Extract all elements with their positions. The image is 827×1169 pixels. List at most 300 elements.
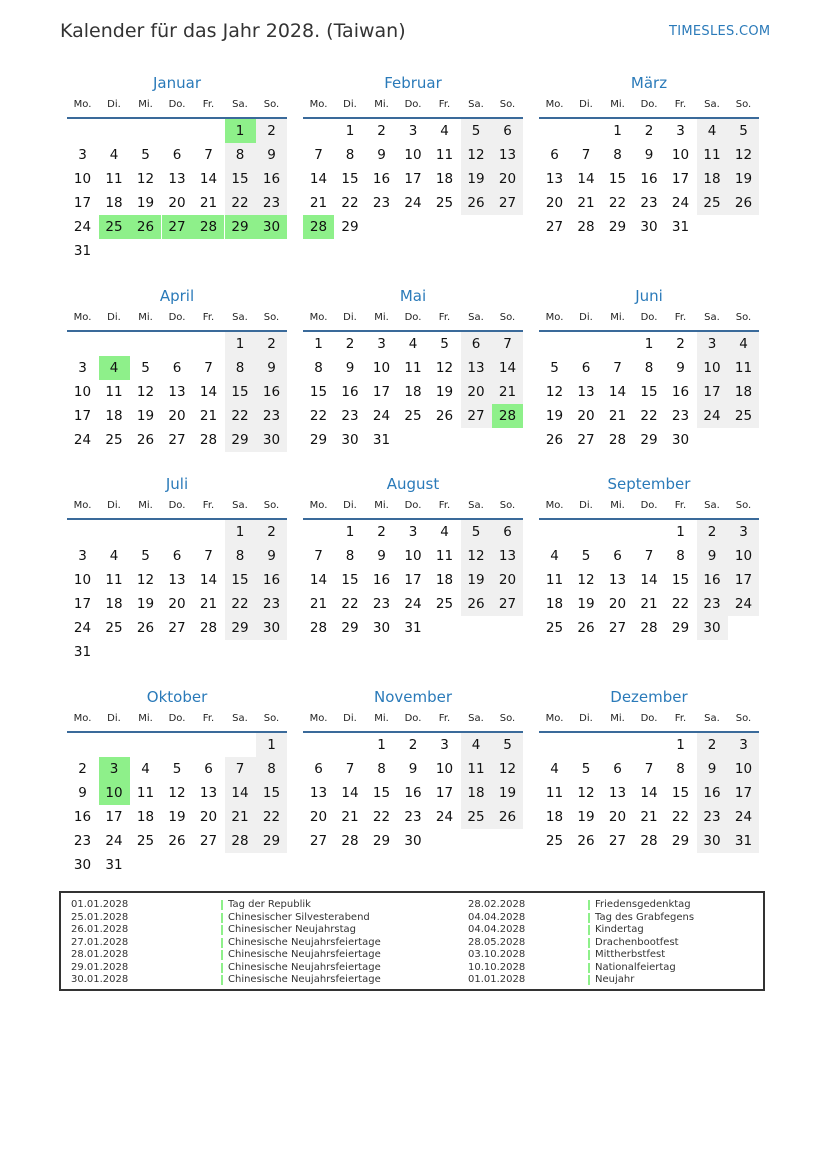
weekday-label: So. <box>263 713 280 724</box>
day-cell: 29 <box>608 219 627 235</box>
day-cell: 30 <box>697 829 728 853</box>
legend-date: 25.01.2028 <box>71 911 129 923</box>
day-cell: 27 <box>168 620 186 636</box>
weekday-label: Fr. <box>202 312 215 323</box>
day-cell: 10 <box>372 360 391 376</box>
day-cell: 29 <box>671 620 690 636</box>
day-cell: 17 <box>671 171 690 187</box>
weekday-label: Mi. <box>138 99 153 110</box>
weekday-label: Fr. <box>438 500 451 511</box>
day-cell: 15 <box>372 785 391 801</box>
day-cell: 30 <box>256 616 287 640</box>
day-cell: 25 <box>435 195 454 211</box>
day-cell: 21 <box>309 596 328 612</box>
day-cell: 13 <box>461 356 492 380</box>
weekday-label: Mi. <box>610 500 625 511</box>
day-cell: 4 <box>550 761 559 777</box>
day-cell: 26 <box>577 620 595 636</box>
day-cell: 5 <box>581 548 591 564</box>
day-cell: 4 <box>109 548 119 564</box>
month-name: Februar <box>384 74 442 92</box>
day-cell: 24 <box>404 596 422 612</box>
day-cell: 13 <box>608 785 627 801</box>
day-cell: 31 <box>372 432 391 448</box>
day-cell: 17 <box>697 380 728 404</box>
weekday-label: Mi. <box>610 312 625 323</box>
day-cell: 9 <box>256 356 287 380</box>
day-cell: 19 <box>136 195 155 211</box>
day-cell: 5 <box>141 147 150 163</box>
day-cell: 5 <box>492 733 523 757</box>
day-cell: 15 <box>225 568 256 592</box>
day-cell: 7 <box>492 332 523 356</box>
legend-date: 26.01.2028 <box>71 924 129 935</box>
day-cell: 8 <box>314 360 323 376</box>
day-cell: 23 <box>404 809 422 825</box>
day-cell: 20 <box>168 195 186 211</box>
day-cell: 29 <box>225 616 256 640</box>
day-cell: 14 <box>492 356 523 380</box>
day-cell: 25 <box>105 620 123 636</box>
day-cell: 8 <box>225 143 256 167</box>
holiday-day-cell: 3 <box>99 757 130 781</box>
legend-holiday-name: Chinesische Neujahrsfeiertage <box>228 936 381 948</box>
day-cell: 16 <box>256 167 287 191</box>
weekday-label: Di. <box>343 713 357 724</box>
day-cell: 7 <box>314 548 323 564</box>
day-cell: 21 <box>225 805 256 829</box>
weekday-label: Fr. <box>202 500 215 511</box>
day-cell: 27 <box>577 432 595 448</box>
day-cell: 5 <box>728 119 759 143</box>
legend-date: 28.01.2028 <box>71 949 129 960</box>
holiday-day-cell: 26 <box>130 215 161 239</box>
weekday-label: Mo. <box>309 312 328 323</box>
day-cell: 8 <box>345 548 355 564</box>
holiday-day-cell: 28 <box>303 215 334 239</box>
weekday-label: Mo. <box>545 713 564 724</box>
day-cell: 13 <box>199 785 218 801</box>
legend-date: 28.02.2028 <box>468 899 526 910</box>
legend-holiday-name: Mittherbstfest <box>595 949 666 960</box>
month-name: Januar <box>153 74 201 92</box>
day-cell: 6 <box>581 360 591 376</box>
day-cell: 20 <box>168 596 186 612</box>
day-cell: 19 <box>461 568 492 592</box>
day-cell: 9 <box>377 147 386 163</box>
day-cell: 8 <box>256 757 287 781</box>
legend-holiday-name: Chinesischer Silvesterabend <box>228 911 370 923</box>
day-cell: 15 <box>341 171 359 187</box>
legend-marker <box>221 913 223 923</box>
legend-date: 30.01.2028 <box>71 974 129 985</box>
weekday-label: Fr. <box>674 713 687 724</box>
day-cell: 29 <box>640 432 658 448</box>
day-cell: 3 <box>728 520 759 544</box>
day-cell: 12 <box>728 143 759 167</box>
holiday-legend <box>59 891 765 991</box>
day-cell: 9 <box>345 360 355 376</box>
day-cell: 21 <box>199 596 218 612</box>
weekday-label: Do. <box>640 713 658 724</box>
day-cell: 2 <box>78 761 87 777</box>
day-cell: 2 <box>256 520 287 544</box>
day-cell: 22 <box>671 809 690 825</box>
weekday-label: Sa. <box>232 312 248 323</box>
day-cell: 2 <box>676 336 685 352</box>
day-cell: 27 <box>461 404 492 428</box>
legend-date: 29.01.2028 <box>71 961 129 973</box>
day-cell: 6 <box>492 119 523 143</box>
day-cell: 22 <box>372 809 391 825</box>
legend-date: 01.01.2028 <box>468 974 526 985</box>
day-cell: 9 <box>697 757 728 781</box>
day-cell: 25 <box>105 432 123 448</box>
day-cell: 18 <box>136 809 155 825</box>
day-cell: 15 <box>256 781 287 805</box>
day-cell: 5 <box>581 761 591 777</box>
day-cell: 9 <box>676 360 685 376</box>
day-cell: 12 <box>577 785 595 801</box>
day-cell: 8 <box>225 356 256 380</box>
day-cell: 3 <box>408 123 418 139</box>
day-cell: 27 <box>168 432 186 448</box>
day-cell: 3 <box>377 336 386 352</box>
weekday-label: Di. <box>579 312 593 323</box>
day-cell: 20 <box>492 568 523 592</box>
day-cell: 16 <box>73 809 92 825</box>
holiday-day-cell: 1 <box>225 119 256 143</box>
legend-holiday-name: Neujahr <box>595 974 635 985</box>
day-cell: 3 <box>408 524 418 540</box>
day-cell: 22 <box>341 596 359 612</box>
day-cell: 21 <box>608 408 627 424</box>
day-cell: 2 <box>256 332 287 356</box>
legend-marker <box>588 913 590 923</box>
day-cell: 11 <box>105 171 123 187</box>
legend-marker <box>588 900 590 910</box>
weekday-label: Di. <box>579 99 593 110</box>
day-cell: 15 <box>608 171 627 187</box>
day-cell: 26 <box>492 805 523 829</box>
weekday-label: Mo. <box>309 713 328 724</box>
day-cell: 25 <box>697 191 728 215</box>
day-cell: 23 <box>671 408 690 424</box>
day-cell: 20 <box>199 809 218 825</box>
weekday-label: Mo. <box>73 500 92 511</box>
weekday-label: So. <box>499 713 516 724</box>
weekday-label: Mi. <box>610 99 625 110</box>
day-cell: 1 <box>345 123 355 139</box>
day-cell: 28 <box>577 219 595 235</box>
day-cell: 21 <box>640 809 658 825</box>
day-cell: 2 <box>377 524 386 540</box>
day-cell: 9 <box>256 544 287 568</box>
weekday-label: Sa. <box>468 713 484 724</box>
weekday-label: Do. <box>168 713 186 724</box>
day-cell: 26 <box>136 432 155 448</box>
month-name: Dezember <box>610 688 688 706</box>
day-cell: 12 <box>461 143 492 167</box>
day-cell: 6 <box>314 761 323 777</box>
day-cell: 22 <box>225 191 256 215</box>
day-cell: 1 <box>676 737 685 753</box>
day-cell: 18 <box>545 809 564 825</box>
weekday-label: Do. <box>404 500 422 511</box>
day-cell: 7 <box>644 761 654 777</box>
legend-marker <box>588 950 590 960</box>
legend-marker <box>588 963 590 973</box>
day-cell: 18 <box>461 781 492 805</box>
weekday-label: Do. <box>168 99 186 110</box>
day-cell: 16 <box>697 568 728 592</box>
legend-date: 03.10.2028 <box>468 949 526 960</box>
day-cell: 23 <box>341 408 359 424</box>
legend-date: 28.05.2028 <box>468 936 526 948</box>
day-cell: 25 <box>461 805 492 829</box>
day-cell: 20 <box>492 167 523 191</box>
weekday-label: Do. <box>640 312 658 323</box>
day-cell: 8 <box>676 548 685 564</box>
day-cell: 25 <box>728 404 759 428</box>
day-cell: 16 <box>640 171 658 187</box>
day-cell: 18 <box>697 167 728 191</box>
weekday-label: Do. <box>404 312 422 323</box>
day-cell: 4 <box>461 733 492 757</box>
day-cell: 19 <box>136 408 155 424</box>
weekday-label: Mi. <box>374 99 389 110</box>
day-cell: 6 <box>172 147 182 163</box>
day-cell: 28 <box>199 620 218 636</box>
weekday-label: Di. <box>107 713 121 724</box>
day-cell: 11 <box>461 757 492 781</box>
day-cell: 24 <box>73 432 92 448</box>
day-cell: 14 <box>199 384 218 400</box>
weekday-label: So. <box>263 500 280 511</box>
day-cell: 2 <box>644 123 654 139</box>
day-cell: 10 <box>404 548 422 564</box>
day-cell: 21 <box>341 809 359 825</box>
day-cell: 7 <box>644 548 654 564</box>
legend-holiday-name: Chinesischer Neujahrstag <box>228 924 356 935</box>
day-cell: 20 <box>545 195 564 211</box>
day-cell: 12 <box>136 384 155 400</box>
day-cell: 2 <box>345 336 355 352</box>
weekday-label: Mo. <box>309 99 328 110</box>
weekday-label: Mi. <box>374 312 389 323</box>
weekday-label: Fr. <box>674 312 687 323</box>
day-cell: 23 <box>697 592 728 616</box>
day-cell: 10 <box>73 171 92 187</box>
day-cell: 17 <box>105 809 123 825</box>
legend-marker <box>588 925 590 935</box>
weekday-label: Sa. <box>468 312 484 323</box>
month-divider <box>67 731 287 733</box>
day-cell: 7 <box>581 147 591 163</box>
day-cell: 15 <box>640 384 658 400</box>
holiday-day-cell: 30 <box>256 215 287 239</box>
day-cell: 8 <box>225 544 256 568</box>
weekday-label: So. <box>263 312 280 323</box>
weekday-label: So. <box>499 500 516 511</box>
weekday-label: So. <box>499 312 516 323</box>
legend-holiday-name: Chinesische Neujahrsfeiertage <box>228 961 381 973</box>
day-cell: 4 <box>728 332 759 356</box>
legend-holiday-name: Kindertag <box>595 924 644 935</box>
weekday-label: Do. <box>168 312 186 323</box>
holiday-day-cell: 25 <box>99 215 130 239</box>
day-cell: 11 <box>728 356 759 380</box>
day-cell: 17 <box>372 384 391 400</box>
day-cell: 19 <box>461 167 492 191</box>
day-cell: 2 <box>697 520 728 544</box>
day-cell: 10 <box>697 356 728 380</box>
day-cell: 21 <box>492 380 523 404</box>
legend-holiday-name: Friedensgedenktag <box>595 899 691 910</box>
day-cell: 29 <box>671 833 690 849</box>
legend-marker <box>221 975 223 985</box>
day-cell: 30 <box>256 428 287 452</box>
day-cell: 24 <box>73 219 92 235</box>
day-cell: 20 <box>309 809 328 825</box>
legend-date: 10.10.2028 <box>468 961 526 973</box>
day-cell: 7 <box>204 548 213 564</box>
day-cell: 16 <box>404 785 422 801</box>
day-cell: 18 <box>435 572 454 588</box>
day-cell: 11 <box>435 548 454 564</box>
day-cell: 11 <box>105 572 123 588</box>
day-cell: 30 <box>404 833 422 849</box>
weekday-label: Do. <box>168 500 186 511</box>
day-cell: 26 <box>461 592 492 616</box>
brand-logo-text[interactable]: TIMESLES.COM <box>669 24 771 39</box>
day-cell: 13 <box>545 171 564 187</box>
weekday-label: So. <box>735 500 752 511</box>
day-cell: 10 <box>73 572 92 588</box>
month-name: Juni <box>635 287 663 305</box>
day-cell: 6 <box>461 332 492 356</box>
day-cell: 9 <box>78 785 87 801</box>
day-cell: 14 <box>640 785 658 801</box>
day-cell: 20 <box>608 596 627 612</box>
day-cell: 12 <box>545 384 564 400</box>
day-cell: 22 <box>256 805 287 829</box>
day-cell: 27 <box>492 592 523 616</box>
day-cell: 27 <box>608 833 627 849</box>
day-cell: 9 <box>644 147 654 163</box>
day-cell: 7 <box>613 360 622 376</box>
legend-holiday-name: Tag des Grabfegens <box>595 911 695 923</box>
day-cell: 24 <box>435 809 454 825</box>
day-cell: 8 <box>644 360 654 376</box>
weekday-label: Do. <box>640 500 658 511</box>
weekday-label: So. <box>735 713 752 724</box>
holiday-day-cell: 28 <box>492 404 523 428</box>
day-cell: 6 <box>204 761 213 777</box>
day-cell: 3 <box>440 737 449 753</box>
day-cell: 18 <box>435 171 454 187</box>
day-cell: 23 <box>697 805 728 829</box>
day-cell: 19 <box>168 809 186 825</box>
day-cell: 30 <box>640 219 658 235</box>
day-cell: 23 <box>256 592 287 616</box>
weekday-label: Do. <box>640 99 658 110</box>
day-cell: 19 <box>136 596 155 612</box>
day-cell: 5 <box>440 336 449 352</box>
day-cell: 25 <box>545 833 564 849</box>
day-cell: 10 <box>404 147 422 163</box>
day-cell: 4 <box>550 548 559 564</box>
day-cell: 3 <box>728 733 759 757</box>
day-cell: 1 <box>676 524 685 540</box>
day-cell: 18 <box>105 195 123 211</box>
day-cell: 27 <box>492 191 523 215</box>
day-cell: 3 <box>78 548 87 564</box>
day-cell: 19 <box>492 781 523 805</box>
month-name: März <box>630 74 668 92</box>
day-cell: 13 <box>492 143 523 167</box>
day-cell: 18 <box>728 380 759 404</box>
weekday-label: Fr. <box>438 312 451 323</box>
day-cell: 26 <box>435 408 454 424</box>
day-cell: 26 <box>728 191 759 215</box>
day-cell: 26 <box>168 833 186 849</box>
legend-date: 04.04.2028 <box>468 911 526 923</box>
day-cell: 5 <box>141 548 150 564</box>
weekday-label: Sa. <box>704 99 720 110</box>
day-cell: 5 <box>141 360 150 376</box>
day-cell: 16 <box>372 572 391 588</box>
day-cell: 31 <box>105 857 123 873</box>
day-cell: 23 <box>372 195 391 211</box>
day-cell: 11 <box>404 360 422 376</box>
day-cell: 17 <box>435 785 454 801</box>
day-cell: 19 <box>728 167 759 191</box>
day-cell: 1 <box>644 336 654 352</box>
legend-date: 27.01.2028 <box>71 936 129 948</box>
day-cell: 22 <box>309 408 328 424</box>
day-cell: 8 <box>345 147 355 163</box>
day-cell: 22 <box>671 596 690 612</box>
day-cell: 11 <box>136 785 155 801</box>
weekday-label: Fr. <box>202 713 215 724</box>
day-cell: 6 <box>172 548 182 564</box>
weekday-label: Di. <box>107 99 121 110</box>
day-cell: 31 <box>73 243 92 259</box>
day-cell: 10 <box>728 757 759 781</box>
day-cell: 4 <box>440 123 449 139</box>
day-cell: 21 <box>199 195 218 211</box>
legend-marker <box>221 938 223 948</box>
day-cell: 27 <box>608 620 627 636</box>
day-cell: 11 <box>545 572 564 588</box>
day-cell: 29 <box>309 432 328 448</box>
day-cell: 4 <box>109 147 119 163</box>
day-cell: 14 <box>577 171 595 187</box>
weekday-label: Sa. <box>468 500 484 511</box>
day-cell: 28 <box>309 620 328 636</box>
legend-marker <box>221 925 223 935</box>
day-cell: 19 <box>577 596 595 612</box>
legend-date: 01.01.2028 <box>71 899 129 910</box>
day-cell: 9 <box>408 761 418 777</box>
day-cell: 21 <box>199 408 218 424</box>
month-name: August <box>386 475 440 493</box>
day-cell: 1 <box>377 737 386 753</box>
day-cell: 14 <box>309 572 328 588</box>
weekday-label: Mi. <box>138 713 153 724</box>
day-cell: 15 <box>225 380 256 404</box>
